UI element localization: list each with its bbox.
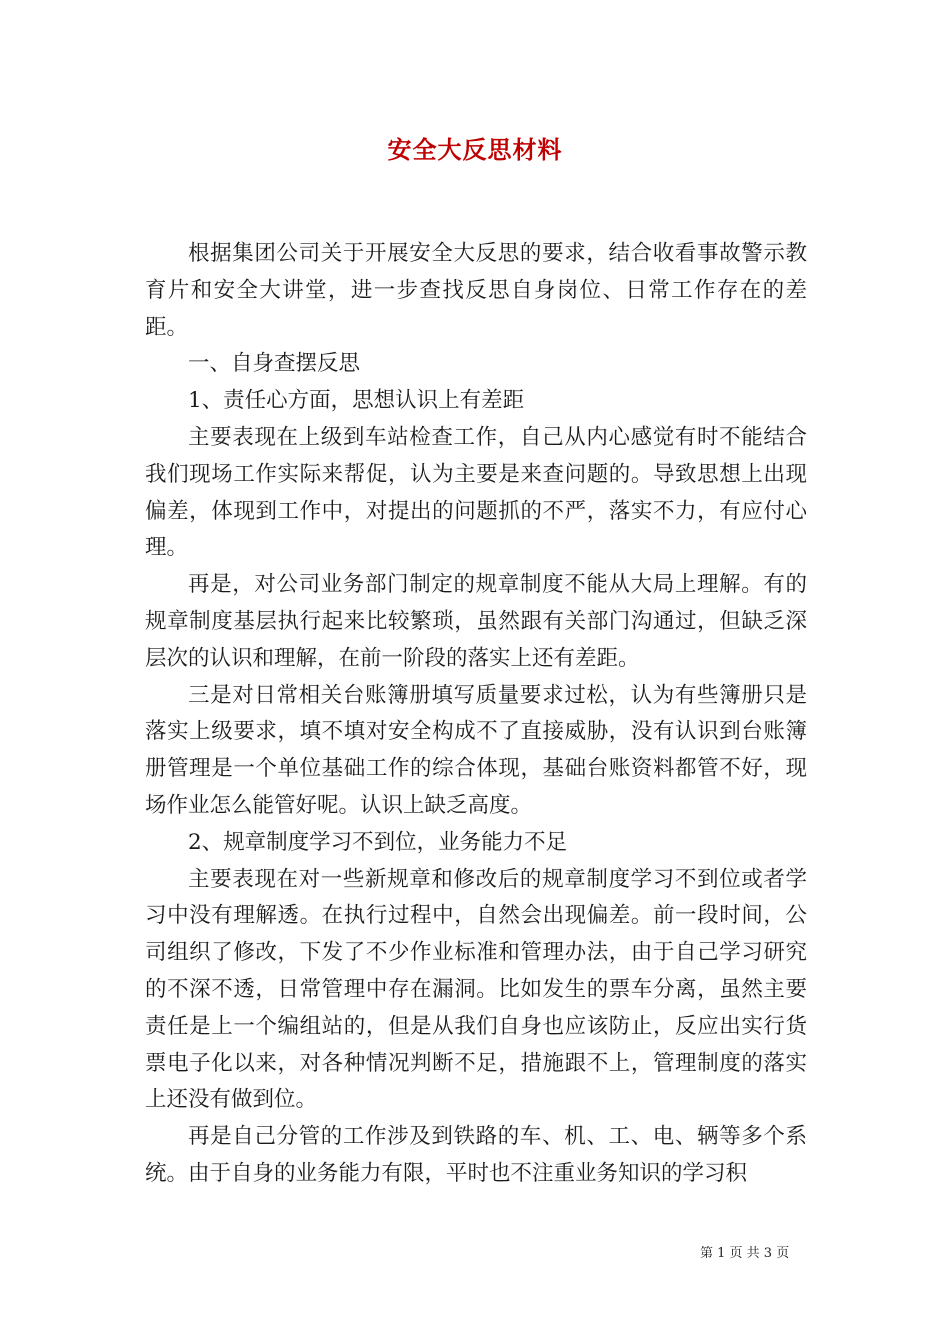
document-body: [145, 236, 807, 1193]
paragraph: 主要表现在上级到车站检查工作，自己从内心感觉有时不能结合我们现场工作实际来帮促，认为主要是来查问题的。导致思想上出现偏差，体现到工作中，对提出的问题抓的不严，落实不力，有应付心理。: [145, 424, 807, 561]
paragraph: 再是自己分管的工作涉及到铁路的车、机、工、电、辆等多个系统。由于自身的业务能力有限，平时也不注重业务知识的学习积: [145, 1124, 807, 1186]
subsection-heading: 2、规章制度学习不到位，业务能力不足: [188, 829, 568, 855]
subsection-heading: 1、责任心方面，思想认识上有差距: [188, 388, 525, 414]
paragraph: 三是对日常相关台账簿册填写质量要求过松，认为有些簿册只是落实上级要求，填不填对安全构成不了直接威胁，没有认识到台账簿册管理是一个单位基础工作的综合体现，基础台账资料都管不好，现场作业怎么能管好呢。认识上缺乏高度。: [145, 682, 807, 818]
paragraph: 再是，对公司业务部门制定的规章制度不能从大局上理解。有的规章制度基层执行起来比较繁琐，虽然跟有关部门沟通过，但缺乏深层次的认识和理解，在前一阶段的落实上还有差距。: [145, 572, 807, 671]
section-heading: 一、自身查摆反思: [188, 351, 361, 377]
paragraph: 根据集团公司关于开展安全大反思的要求，结合收看事故警示教育片和安全大讲堂，进一步查找反思自身岗位、日常工作存在的差距。: [145, 241, 807, 340]
document-title: 安全大反思材料: [387, 135, 563, 164]
page-number: 第 1 页 共 3 页: [700, 1246, 790, 1261]
paragraph: 主要表现在对一些新规章和修改后的规章制度学习不到位或者学习中没有理解透。在执行过程中，自然会出现偏差。前一段时间，公司组织了修改，下发了不少作业标准和管理办法，由于自己学习研究的不深不透，日常管理中存在漏洞。比如发生的票车分离，虽然主要责任是上一个编组站的，但是从我们自身也应该防止，反应出实行货票电子化以来，对各种情况判断不足，措施跟不上，管理制度的落实上还没有做到位。: [145, 866, 807, 1113]
